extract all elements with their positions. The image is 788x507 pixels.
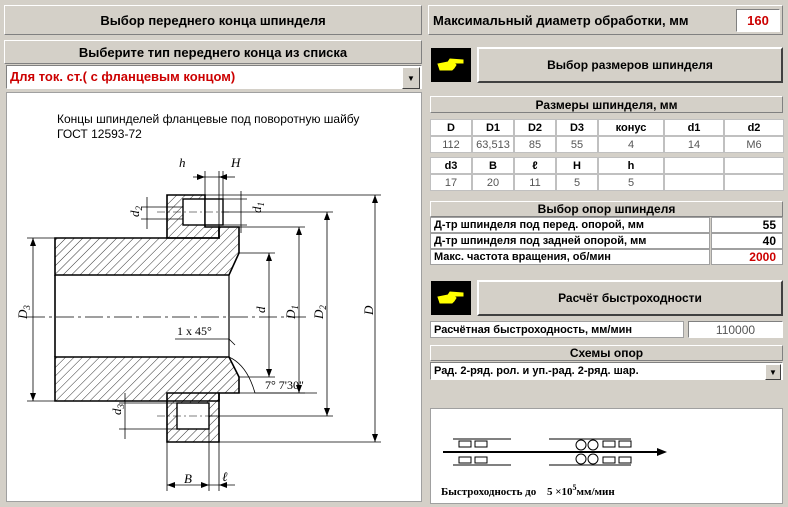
choose-type-panel: [4, 40, 422, 64]
scheme-drawing: [431, 409, 782, 503]
spindle-end-type-value: Для ток. ст.( с фланцевым концом): [10, 69, 236, 84]
sizes-value-cell: 5: [598, 174, 664, 191]
label-h: h: [179, 155, 186, 170]
sizes-value-cell: 11: [514, 174, 556, 191]
sizes-value-cell: 17: [430, 174, 472, 191]
supports-title: Выбор опор шпинделя: [430, 201, 783, 217]
schemes-combo[interactable]: [430, 362, 783, 380]
sizes-header-cell: D2: [514, 119, 556, 136]
label-d: d: [253, 306, 268, 313]
max-diameter-value[interactable]: 160: [736, 9, 780, 32]
label-d1: $d_1$: [249, 202, 266, 213]
sizes-value-cell: 5: [556, 174, 598, 191]
support-row-label: Д-тр шпинделя под перед. опорой, мм: [430, 217, 710, 233]
schemes-combo-value: Рад. 2-ряд. рол. и уп.-рад. 2-ряд. шар.: [434, 365, 639, 377]
sizes-value-cell: M6: [724, 136, 784, 153]
max-diameter-panel: [428, 5, 783, 35]
sizes-header-cell: D1: [472, 119, 514, 136]
sizes-value-cell: 4: [598, 136, 664, 153]
speed-label: Расчётная быстроходность, мм/мин: [430, 321, 684, 338]
chevron-down-icon: ▼: [769, 367, 777, 377]
pointing-hand-icon: [431, 48, 471, 82]
calculate-speed-button[interactable]: Расчёт быстроходности: [477, 280, 783, 316]
speed-value: 110000: [688, 321, 783, 338]
sizes-header-cell: H: [556, 157, 598, 174]
support-row-label: Д-тр шпинделя под задней опорой, мм: [430, 233, 710, 249]
sizes-header-cell: конус: [598, 119, 664, 136]
label-D3: $D_3$: [15, 305, 32, 319]
sizes-header-cell: d3: [430, 157, 472, 174]
spindle-drawing: [7, 93, 421, 501]
label-D: D: [361, 305, 376, 315]
drawing-caption-1: Концы шпинделей фланцевые под поворотную шайбу: [57, 112, 360, 126]
sizes-header-cell: D: [430, 119, 472, 136]
chevron-down-icon: ▼: [407, 73, 415, 83]
sizes-value-cell: [664, 174, 724, 191]
label-angle: 7° 7'30": [265, 378, 304, 392]
sizes-header-cell: h: [598, 157, 664, 174]
sizes-table: [430, 119, 784, 194]
label-B: B: [184, 471, 192, 486]
sizes-header-cell: B: [472, 157, 514, 174]
support-row-value[interactable]: 40: [711, 233, 783, 249]
spindle-end-title-panel: [4, 5, 422, 35]
combo-dropdown-button[interactable]: [402, 67, 420, 89]
spindle-drawing-panel: [6, 92, 422, 502]
sizes-value-cell: 20: [472, 174, 514, 191]
support-row-value[interactable]: 2000: [711, 249, 783, 265]
sizes-header-cell: d2: [724, 119, 784, 136]
sizes-value-cell: [724, 174, 784, 191]
sizes-title: Размеры шпинделя, мм: [430, 96, 783, 113]
support-row-value[interactable]: 55: [711, 217, 783, 233]
sizes-header-cell: [724, 157, 784, 174]
select-spindle-sizes-button[interactable]: Выбор размеров шпинделя: [477, 47, 783, 83]
label-H: H: [231, 155, 241, 170]
sizes-header-cell: [664, 157, 724, 174]
scheme-caption: Быстроходность до $5 \times 10^5мм$/мин: [441, 483, 615, 498]
sizes-value-cell: 14: [664, 136, 724, 153]
pointing-hand-icon-2: [431, 281, 471, 315]
choose-type-label: Выберите тип переднего конца из списка: [78, 44, 348, 60]
label-D2: $D_2$: [311, 305, 328, 319]
drawing-caption-2: ГОСТ 12593-72: [57, 127, 142, 141]
label-d2: $d_2$: [127, 206, 144, 217]
spindle-end-type-combo[interactable]: [6, 65, 422, 89]
sizes-value-cell: 63,513: [472, 136, 514, 153]
sizes-value-cell: 55: [556, 136, 598, 153]
sizes-header-cell: D3: [556, 119, 598, 136]
schemes-title: Схемы опор: [430, 345, 783, 361]
sizes-value-cell: 85: [514, 136, 556, 153]
scheme-drawing-panel: [430, 408, 783, 504]
max-diameter-label: Максимальный диаметр обработки, мм: [433, 13, 689, 28]
label-chamfer: 1 x 45°: [177, 324, 212, 338]
schemes-dropdown-button[interactable]: [765, 364, 781, 380]
sizes-value-cell: 112: [430, 136, 472, 153]
sizes-header-cell: d1: [664, 119, 724, 136]
support-row-label: Макс. частота вращения, об/мин: [430, 249, 710, 265]
label-d3: $d_3$: [109, 404, 126, 415]
sizes-header-cell: ℓ: [514, 157, 556, 174]
spindle-end-title: Выбор переднего конца шпинделя: [100, 12, 326, 28]
label-l: ℓ: [222, 469, 228, 484]
label-D1: $D_1$: [283, 305, 300, 319]
supports-table: [430, 217, 784, 267]
